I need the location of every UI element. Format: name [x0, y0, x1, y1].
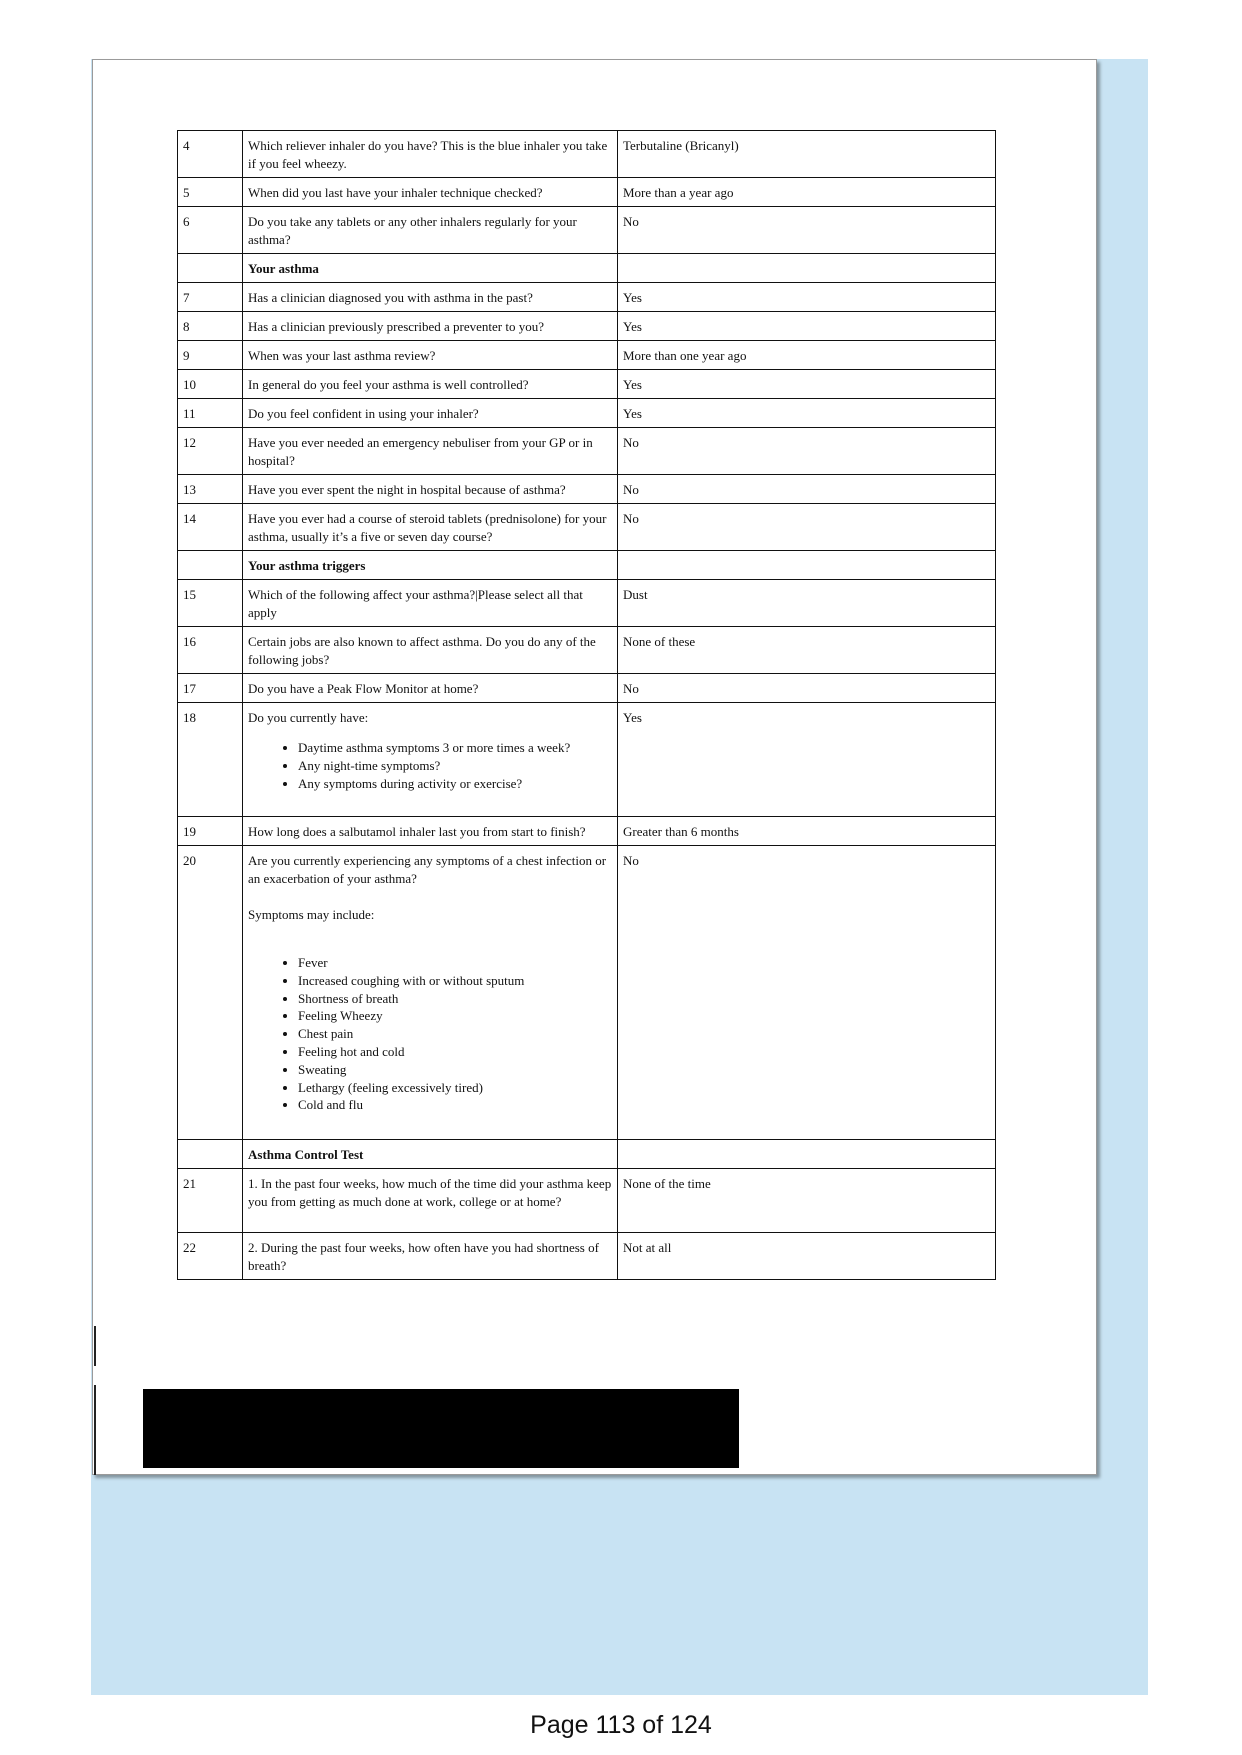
question-row — [178, 504, 996, 551]
question-number: 13 — [178, 475, 243, 504]
question-text: When did you last have your inhaler technique checked? — [248, 185, 543, 200]
scan-margin-mark — [94, 1326, 96, 1366]
question-text: Has a clinician previously prescribed a preventer to you? — [248, 319, 544, 334]
question-number: 19 — [178, 817, 243, 846]
question-number: 21 — [178, 1169, 243, 1233]
question-cell — [243, 370, 618, 399]
question-number: 8 — [178, 312, 243, 341]
question-number: 17 — [178, 674, 243, 703]
answer-cell: Not at all — [618, 1233, 996, 1280]
section-number-cell — [178, 1140, 243, 1169]
question-row — [178, 627, 996, 674]
question-text: Are you currently experiencing any symptoms of a chest infection or an exacerbation of your asthma? — [248, 853, 607, 886]
spacer — [248, 888, 612, 906]
question-text: Has a clinician diagnosed you with asthma in the past? — [248, 290, 533, 305]
answer-cell: Yes — [618, 312, 996, 341]
question-row — [178, 428, 996, 475]
question-text: Certain jobs are also known to affect asthma. Do you do any of the following jobs? — [248, 634, 596, 667]
question-text: Do you have a Peak Flow Monitor at home? — [248, 681, 479, 696]
bullet-item: • Shortness of breath — [298, 990, 612, 1008]
question-number: 7 — [178, 283, 243, 312]
section-heading: Your asthma — [243, 254, 618, 283]
question-number: 4 — [178, 131, 243, 178]
spacer — [248, 924, 612, 942]
question-number: 18 — [178, 703, 243, 817]
question-cell — [243, 504, 618, 551]
question-number: 5 — [178, 178, 243, 207]
question-cell — [243, 283, 618, 312]
answer-cell: None of these — [618, 627, 996, 674]
question-number: 10 — [178, 370, 243, 399]
question-text: Have you ever needed an emergency nebuliser from your GP or in hospital? — [248, 435, 593, 468]
answer-cell: No — [618, 475, 996, 504]
answer-cell: Dust — [618, 580, 996, 627]
question-cell — [243, 1233, 618, 1280]
question-text: 1. In the past four weeks, how much of the time did your asthma keep you from getting as much done at work, college or at home? — [248, 1176, 612, 1209]
bullet-item: • Lethargy (feeling excessively tired) — [298, 1079, 612, 1097]
answer-cell: Greater than 6 months — [618, 817, 996, 846]
answer-cell: More than a year ago — [618, 178, 996, 207]
question-row — [178, 283, 996, 312]
answer-cell: Terbutaline (Bricanyl) — [618, 131, 996, 178]
section-answer-cell — [618, 551, 996, 580]
question-subtext: Symptoms may include: — [248, 907, 375, 922]
question-number: 14 — [178, 504, 243, 551]
question-row — [178, 131, 996, 178]
question-cell — [243, 475, 618, 504]
bullet-item: • Increased coughing with or without sputum — [298, 972, 612, 990]
question-text: 2. During the past four weeks, how often have you had shortness of breath? — [248, 1240, 599, 1273]
question-text: Have you ever spent the night in hospital because of asthma? — [248, 482, 566, 497]
question-text: In general do you feel your asthma is well controlled? — [248, 377, 529, 392]
question-row — [178, 580, 996, 627]
question-cell — [243, 428, 618, 475]
question-text: Do you take any tablets or any other inhalers regularly for your asthma? — [248, 214, 577, 247]
question-text: Do you currently have: — [248, 710, 369, 725]
bullet-item: • Any symptoms during activity or exercise? — [298, 775, 612, 793]
bullet-item: • Feeling hot and cold — [298, 1043, 612, 1061]
answer-cell: No — [618, 207, 996, 254]
section-number-cell — [178, 551, 243, 580]
question-cell — [243, 846, 618, 1140]
question-cell — [243, 817, 618, 846]
section-answer-cell — [618, 254, 996, 283]
questionnaire-table — [177, 130, 996, 1280]
answer-cell: No — [618, 428, 996, 475]
question-number: 9 — [178, 341, 243, 370]
question-row — [178, 370, 996, 399]
section-row — [178, 551, 996, 580]
scan-margin-mark — [94, 1385, 96, 1475]
question-row — [178, 475, 996, 504]
answer-cell: Yes — [618, 370, 996, 399]
bullet-item: • Chest pain — [298, 1025, 612, 1043]
redaction-block — [143, 1389, 739, 1468]
question-row — [178, 399, 996, 428]
question-text: Which reliever inhaler do you have? This is the blue inhaler you take if you feel wheezy. — [248, 138, 608, 171]
section-heading: Asthma Control Test — [243, 1140, 618, 1169]
bullet-item: • Daytime asthma symptoms 3 or more times a week? — [298, 739, 612, 757]
question-text: Do you feel confident in using your inhaler? — [248, 406, 479, 421]
bullet-item: • Any night-time symptoms? — [298, 757, 612, 775]
question-text: How long does a salbutamol inhaler last you from start to finish? — [248, 824, 586, 839]
section-row — [178, 1140, 996, 1169]
bullet-list — [248, 739, 612, 792]
section-row — [178, 254, 996, 283]
question-row — [178, 1169, 996, 1233]
question-number: 20 — [178, 846, 243, 1140]
answer-cell: No — [618, 846, 996, 1140]
question-cell — [243, 674, 618, 703]
question-cell — [243, 312, 618, 341]
question-cell — [243, 399, 618, 428]
section-number-cell — [178, 254, 243, 283]
question-text: Which of the following affect your asthma?|Please select all that apply — [248, 587, 583, 620]
question-cell — [243, 178, 618, 207]
question-number: 22 — [178, 1233, 243, 1280]
question-number: 11 — [178, 399, 243, 428]
question-cell — [243, 341, 618, 370]
question-row — [178, 207, 996, 254]
question-number: 12 — [178, 428, 243, 475]
question-row — [178, 312, 996, 341]
question-row — [178, 341, 996, 370]
question-row — [178, 846, 996, 1140]
bullet-item: • Fever — [298, 954, 612, 972]
question-row — [178, 1233, 996, 1280]
question-cell — [243, 207, 618, 254]
question-cell — [243, 580, 618, 627]
answer-cell: Yes — [618, 283, 996, 312]
question-row — [178, 817, 996, 846]
answer-cell: More than one year ago — [618, 341, 996, 370]
section-answer-cell — [618, 1140, 996, 1169]
question-text: When was your last asthma review? — [248, 348, 436, 363]
answer-cell: No — [618, 674, 996, 703]
answer-cell: No — [618, 504, 996, 551]
answer-cell: Yes — [618, 703, 996, 817]
question-cell — [243, 131, 618, 178]
question-number: 15 — [178, 580, 243, 627]
question-cell — [243, 703, 618, 817]
question-cell — [243, 1169, 618, 1233]
page-number: Page 113 of 124 — [530, 1711, 712, 1739]
question-text: Have you ever had a course of steroid tablets (prednisolone) for your asthma, usually it’s a five or seven day course? — [248, 511, 607, 544]
question-row — [178, 674, 996, 703]
scanned-page — [92, 59, 1097, 1475]
bullet-item: • Sweating — [298, 1061, 612, 1079]
question-number: 6 — [178, 207, 243, 254]
question-cell — [243, 627, 618, 674]
question-number: 16 — [178, 627, 243, 674]
section-heading: Your asthma triggers — [243, 551, 618, 580]
bullet-item: • Cold and flu — [298, 1096, 612, 1114]
bullet-list — [248, 954, 612, 1114]
answer-cell: None of the time — [618, 1169, 996, 1233]
question-row — [178, 703, 996, 817]
question-row — [178, 178, 996, 207]
bullet-item: • Feeling Wheezy — [298, 1007, 612, 1025]
answer-cell: Yes — [618, 399, 996, 428]
